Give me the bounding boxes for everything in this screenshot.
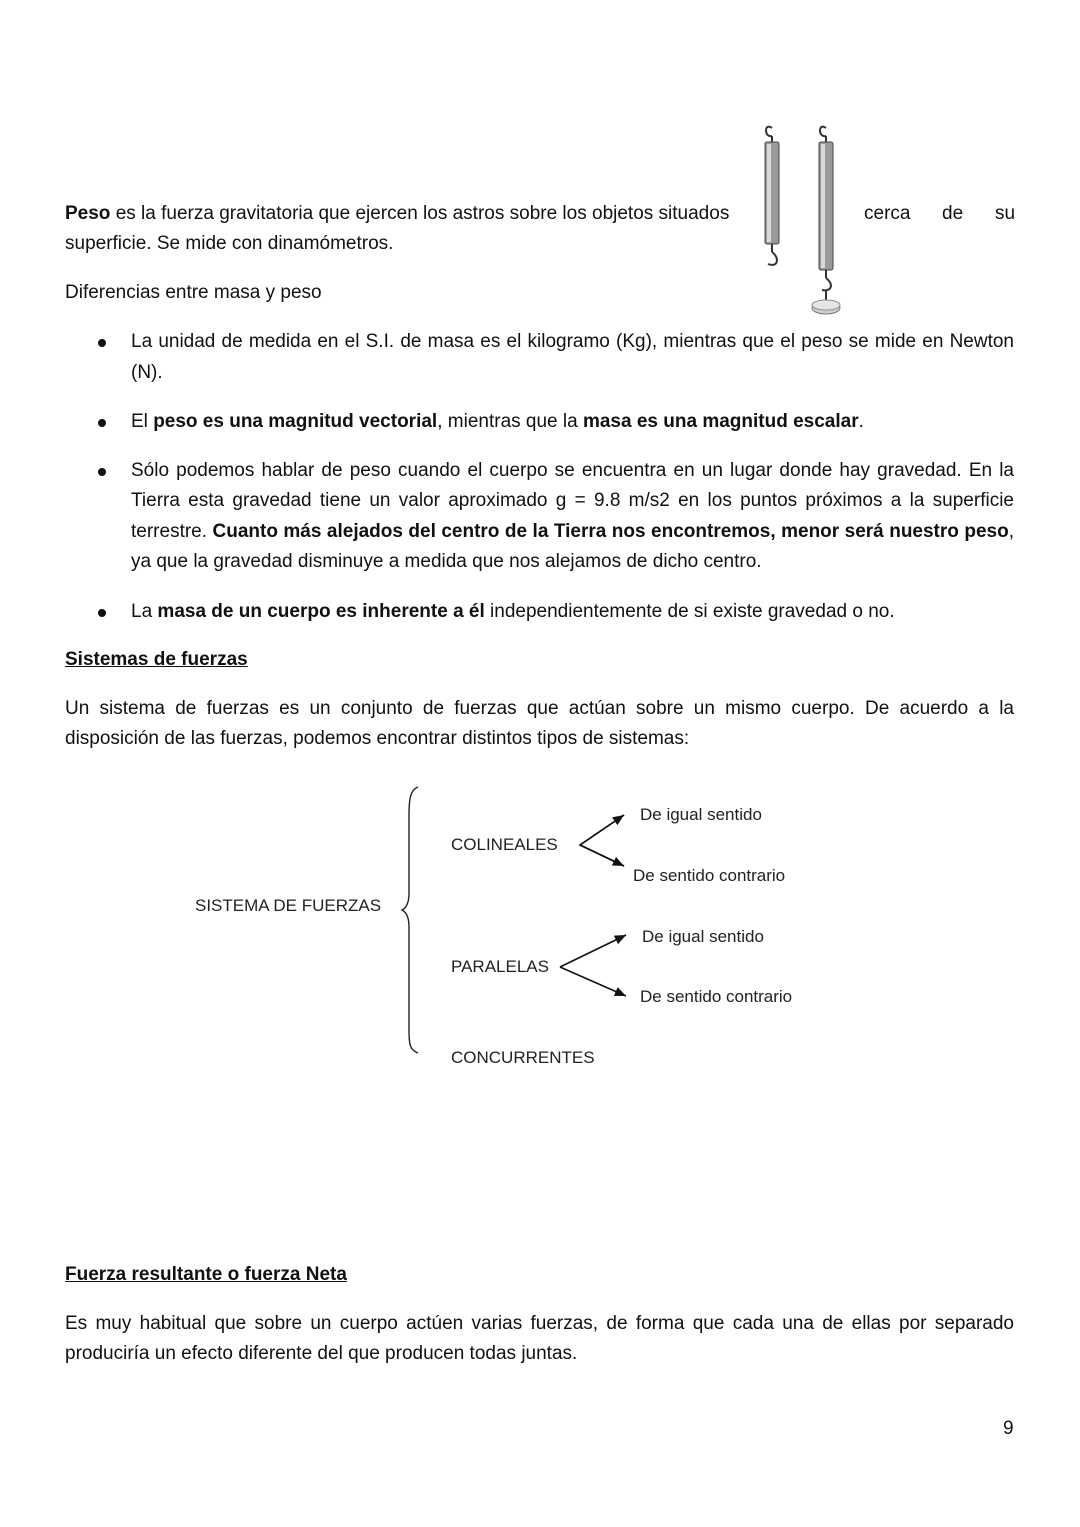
peso-line-2: superficie. Se mide con dinamómetros.: [65, 233, 394, 254]
sistemas-heading: Sistemas de fuerzas: [65, 649, 248, 670]
bullet-2-post: .: [858, 411, 864, 432]
resultante-line-2: produciría un efecto diferente del que producen todas juntas.: [65, 1343, 578, 1364]
bullet-2-mid: , mientras que la: [437, 411, 583, 432]
bullet-1-line-1: La unidad de medida en el S.I. de masa es el kilogramo (Kg), mientras que el peso se mide en Newton: [131, 331, 1014, 352]
peso-term: Peso: [65, 203, 111, 224]
diagram-colineales-igual: De igual sentido: [640, 805, 762, 824]
diagram-concurrentes: CONCURRENTES: [451, 1048, 595, 1067]
bullet-1-line-2: (N).: [131, 362, 163, 383]
peso-line-1-text: es la fuerza gravitatoria que ejercen los astros sobre los objetos situados: [110, 203, 730, 224]
bullet-4-post: independientemente de si existe gravedad o no.: [484, 601, 895, 622]
resultante-line-1: Es muy habitual que sobre un cuerpo actúen varias fuerzas, de forma que cada una de ellas por separado: [65, 1313, 1014, 1334]
sistemas-line-2: disposición de las fuerzas, podemos encontrar distintos tipos de sistemas:: [65, 728, 690, 749]
bullet-3-line-3-post: ,: [1008, 521, 1014, 542]
bullet-3-line-3-bold: Cuanto más alejados del centro de la Tierra nos encontremos, menor será nuestro peso: [212, 521, 1009, 542]
bullet-2-pre: El: [131, 411, 154, 432]
bullet-4-pre: La: [131, 601, 158, 622]
bullet-3-line-4: ya que la gravedad disminuye a medida que nos alejamos de dicho centro.: [131, 551, 762, 572]
peso-end-word-1: cerca: [864, 203, 911, 224]
diagram-brace: [402, 787, 418, 1053]
peso-end-word-2: de: [942, 203, 964, 224]
diagram-paralelas: PARALELAS: [451, 957, 549, 976]
peso-end-word-3: su: [995, 203, 1016, 224]
diferencias-title: Diferencias entre masa y peso: [65, 282, 322, 303]
sistemas-line-1: Un sistema de fuerzas es un conjunto de fuerzas que actúan sobre un mismo cuerpo. De acuerdo a la: [65, 698, 1014, 719]
resultante-heading: Fuerza resultante o fuerza Neta: [65, 1264, 347, 1285]
diagram-colineales-contrario: De sentido contrario: [633, 866, 786, 885]
bullet-4-bold: masa de un cuerpo es inherente a él: [157, 601, 485, 622]
diagram-root-label: SISTEMA DE FUERZAS: [195, 896, 382, 915]
bullet-3-line-1: Sólo podemos hablar de peso cuando el cuerpo se encuentra en un lugar donde hay gravedad. En la: [131, 460, 1014, 481]
diagram-paralelas-contrario: De sentido contrario: [640, 987, 793, 1006]
bullet-2-bold-2: masa es una magnitud escalar: [582, 411, 859, 432]
diagram-colineales: COLINEALES: [451, 835, 558, 854]
bullet-3-line-2: Tierra esta gravedad tiene un valor aproximado g = 9.8 m/s2 en los puntos próximos a la superficie: [131, 490, 1014, 511]
page-number: 9: [1003, 1418, 1014, 1439]
bullet-3-line-3-pre: terrestre.: [131, 521, 213, 542]
diagram-paralelas-igual: De igual sentido: [642, 927, 764, 946]
bullet-2-bold-1: peso es una magnitud vectorial: [153, 411, 438, 432]
